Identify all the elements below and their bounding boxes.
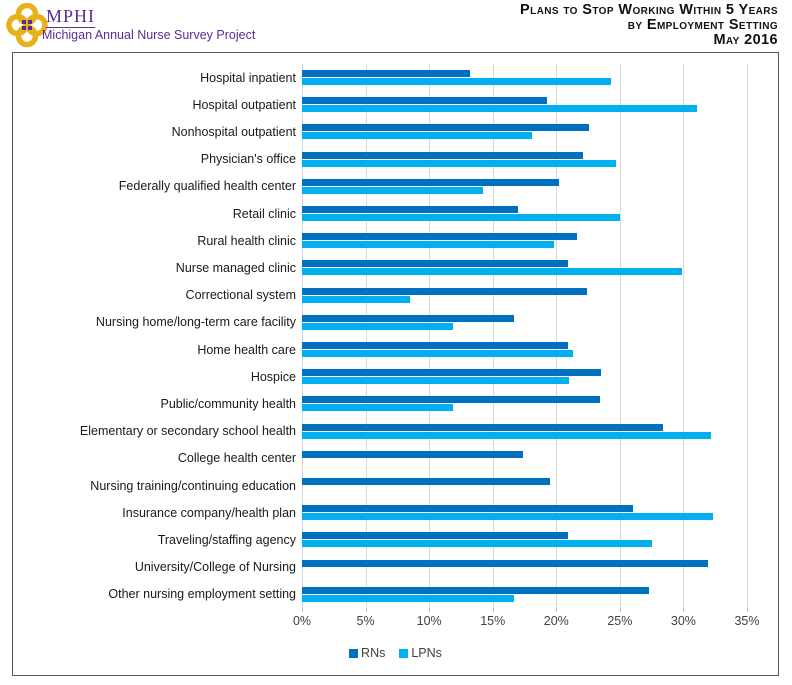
bar-row	[302, 173, 747, 200]
gridline	[747, 64, 748, 608]
category-label: Home health care	[197, 342, 296, 357]
bar-row	[302, 554, 747, 581]
category-label: College health center	[177, 451, 296, 466]
category-label: Hospital inpatient	[200, 70, 296, 85]
category-label: Elementary or secondary school health	[79, 424, 296, 439]
category-label: Correctional system	[185, 288, 296, 303]
bar-row	[302, 64, 747, 91]
tick-mark	[747, 608, 748, 612]
bar-rns	[302, 396, 600, 403]
bar-rows	[302, 64, 747, 608]
category-label: Federally qualified health center	[118, 179, 296, 194]
legend-label: RNs	[361, 646, 386, 660]
category-label: Other nursing employment setting	[108, 587, 296, 602]
chart-title-line-1: Plans to Stop Working Within 5 Years	[520, 2, 778, 18]
category-label: Hospice	[250, 369, 296, 384]
bar-rns	[302, 532, 568, 539]
category-label: Nursing training/continuing education	[90, 478, 296, 493]
bar-lpns	[302, 296, 410, 303]
bar-row	[302, 118, 747, 145]
legend-item-lpns	[399, 646, 442, 660]
bar-rns	[302, 369, 601, 376]
legend-label: LPNs	[411, 646, 442, 660]
bar-rns	[302, 233, 577, 240]
bar-lpns	[302, 540, 652, 547]
bar-lpns	[302, 377, 569, 384]
tick-mark	[302, 608, 303, 612]
bar-rns	[302, 315, 514, 322]
legend-swatch-icon	[349, 649, 358, 658]
bar-row	[302, 336, 747, 363]
category-label: Nurse managed clinic	[175, 261, 296, 276]
bar-rns	[302, 587, 649, 594]
chart-legend	[13, 644, 778, 662]
org-abbreviation: MPHI	[46, 6, 96, 26]
bar-row	[302, 146, 747, 173]
bar-lpns	[302, 268, 682, 275]
bar-rns	[302, 478, 550, 485]
category-label: Retail clinic	[232, 206, 296, 221]
bar-rns	[302, 124, 589, 131]
bar-row	[302, 309, 747, 336]
category-label: Physician's office	[200, 152, 296, 167]
tick-mark	[620, 608, 621, 612]
bar-lpns	[302, 105, 697, 112]
bar-rns	[302, 451, 523, 458]
chart-title-line-2: by Employment Setting	[627, 17, 778, 33]
bar-lpns	[302, 214, 620, 221]
bar-rns	[302, 560, 708, 567]
chart-title	[520, 3, 778, 48]
bar-rns	[302, 206, 518, 213]
bar-row	[302, 499, 747, 526]
x-tick-label: 10%	[416, 614, 442, 628]
category-label: Rural health clinic	[197, 233, 296, 248]
category-label: Insurance company/health plan	[122, 505, 296, 520]
bar-row	[302, 282, 747, 309]
bar-lpns	[302, 160, 616, 167]
category-label: Traveling/staffing agency	[157, 533, 296, 548]
bar-lpns	[302, 78, 611, 85]
category-label: Nursing home/long-term care facility	[95, 315, 296, 330]
bar-rns	[302, 505, 633, 512]
bar-rns	[302, 288, 587, 295]
bar-lpns	[302, 513, 713, 520]
bar-row	[302, 363, 747, 390]
bar-row	[302, 526, 747, 553]
category-label: University/College of Nursing	[134, 560, 296, 575]
bar-lpns	[302, 241, 554, 248]
bar-rns	[302, 179, 559, 186]
bar-row	[302, 200, 747, 227]
bar-rns	[302, 260, 568, 267]
tick-mark	[429, 608, 430, 612]
bar-row	[302, 91, 747, 118]
bar-row	[302, 254, 747, 281]
bar-rns	[302, 97, 547, 104]
chart-title-line-3: May 2016	[713, 32, 778, 48]
bar-lpns	[302, 350, 573, 357]
bar-rns	[302, 70, 470, 77]
org-name: Michigan Annual Nurse Survey Project	[42, 28, 256, 42]
tick-mark	[683, 608, 684, 612]
x-tick-label: 30%	[670, 614, 696, 628]
bar-lpns	[302, 595, 514, 602]
x-tick-label: 35%	[734, 614, 760, 628]
tick-mark	[366, 608, 367, 612]
bar-row	[302, 390, 747, 417]
tick-mark	[493, 608, 494, 612]
x-tick-label: 15%	[480, 614, 506, 628]
bar-lpns	[302, 323, 453, 330]
bar-row	[302, 418, 747, 445]
plot-area	[302, 64, 747, 608]
bar-row	[302, 472, 747, 499]
page-header	[0, 0, 792, 52]
tick-mark	[556, 608, 557, 612]
bar-rns	[302, 342, 568, 349]
x-tick-label: 25%	[607, 614, 633, 628]
x-tick-label: 5%	[356, 614, 375, 628]
bar-lpns	[302, 432, 711, 439]
legend-swatch-icon	[399, 649, 408, 658]
x-axis-ticks	[302, 608, 747, 613]
x-axis-tick-labels	[292, 614, 760, 630]
category-label: Nonhospital outpatient	[171, 125, 296, 139]
category-label: Hospital outpatient	[192, 97, 296, 112]
category-label: Public/community health	[160, 397, 296, 412]
bar-row	[302, 581, 747, 608]
bar-rns	[302, 424, 663, 431]
x-tick-label: 20%	[543, 614, 569, 628]
legend-item-rns	[349, 646, 385, 660]
bar-lpns	[302, 187, 483, 194]
category-axis-labels	[13, 64, 297, 608]
bar-rns	[302, 152, 583, 159]
bar-lpns	[302, 132, 532, 139]
x-tick-label: 0%	[292, 614, 312, 628]
bar-chart	[12, 52, 779, 676]
bar-lpns	[302, 404, 453, 411]
bar-row	[302, 227, 747, 254]
bar-row	[302, 445, 747, 472]
